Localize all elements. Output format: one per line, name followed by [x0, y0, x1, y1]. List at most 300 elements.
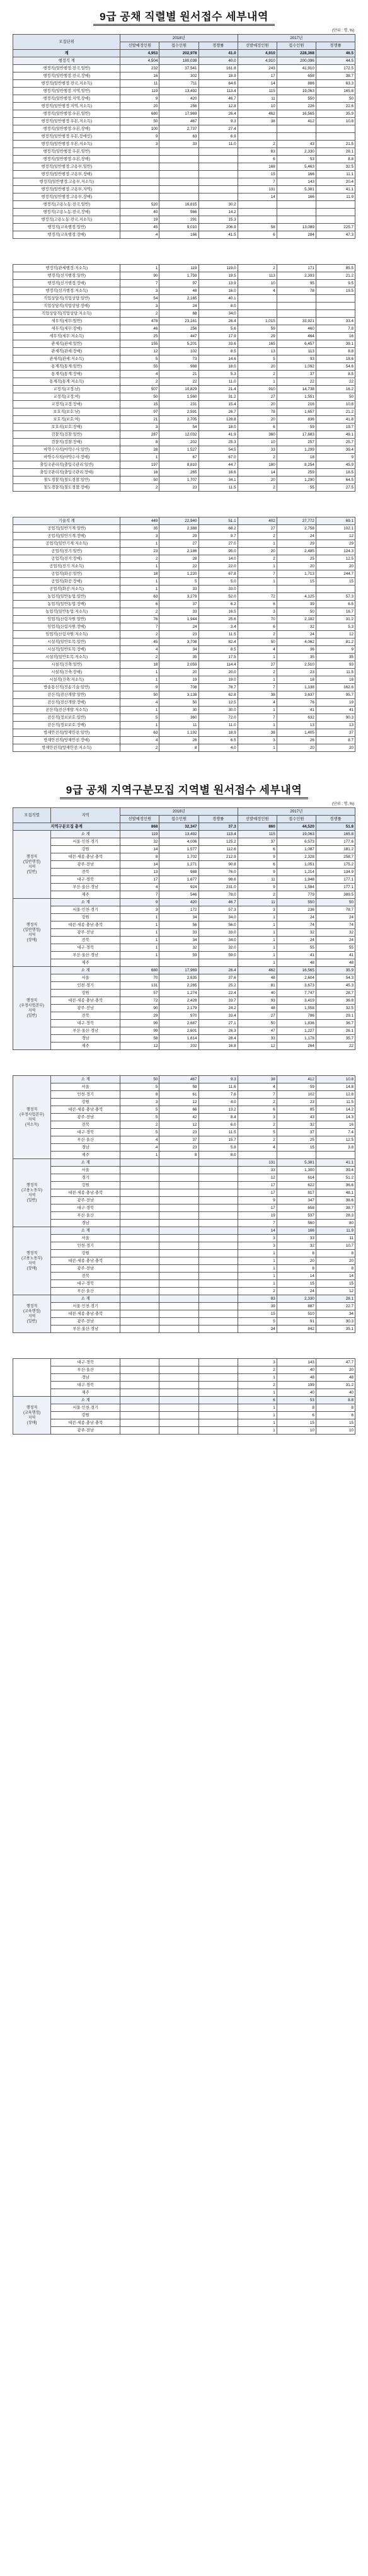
table-cell: 166 [277, 1227, 316, 1235]
table-cell: 대전·세종·충남·충북 [51, 1106, 120, 1114]
table-cell: 22.7 [316, 1303, 355, 1310]
table-cell: 2,330 [277, 1295, 316, 1303]
table-cell: 360 [238, 431, 277, 439]
table-cell: 철도경찰직(철도경찰:장애) [13, 484, 120, 492]
table-cell: 14 [238, 80, 277, 88]
table-cell [120, 1374, 159, 1382]
table-cell: 124.3 [316, 548, 355, 555]
table-cell: 257 [277, 439, 316, 446]
table-cell [159, 178, 198, 186]
table-cell: 197 [120, 461, 159, 469]
table-cell: 216 [277, 401, 316, 408]
table-cell: 8.5 [198, 646, 238, 654]
table-row [13, 525, 355, 533]
table-cell: 9.7 [198, 533, 238, 540]
table-cell: 9 [120, 133, 159, 141]
table-cell: 제주 [51, 959, 120, 967]
table-cell: 50 [316, 899, 355, 906]
table-cell: 27 [238, 393, 277, 401]
table-cell [159, 1310, 198, 1318]
table-cell: 2 [238, 891, 277, 899]
table-cell: 1,948 [277, 876, 316, 884]
table-cell: 33.7 [198, 997, 238, 1005]
table-cell [159, 1204, 198, 1212]
table-cell: 59 [277, 1083, 316, 1091]
table-row [13, 1136, 355, 1144]
table-cell: 12 [316, 533, 355, 540]
table-cell: 34 [159, 914, 198, 921]
table-cell: 4,910 [238, 57, 277, 65]
table-row [13, 1220, 355, 1227]
table-cell: 1 [238, 1280, 277, 1288]
col-header-2017: 2017년 [238, 35, 355, 42]
table-cell: 5,201 [159, 340, 198, 348]
table-cell: 12.8 [198, 103, 238, 110]
table-cell: 14 [316, 1273, 355, 1280]
table-cell: 9 [316, 646, 355, 654]
table-cell: 제주 [51, 1152, 120, 1159]
table-cell: 8.0 [198, 1152, 238, 1159]
sub-header: 경쟁률 [198, 816, 238, 823]
table-cell: 1 [120, 921, 159, 929]
table-cell: 8 [277, 1404, 316, 1412]
table-cell: 11.9 [316, 1227, 355, 1235]
table-cell: 10.7 [316, 1242, 355, 1250]
table-cell: 서울 [51, 1083, 120, 1091]
table-cell [316, 295, 355, 303]
table-cell: 2,165 [159, 295, 198, 303]
table-cell: 199 [277, 1382, 316, 1389]
table-cell: 행정직(일반행정:고용부,저소득) [13, 178, 120, 186]
table-cell: 세무직(세무:저소득) [13, 333, 120, 340]
sub-header: 접수인원 [159, 816, 198, 823]
table-cell: 3 [238, 608, 277, 616]
table-row [13, 952, 355, 959]
table-cell: 4,910 [238, 50, 277, 57]
table-cell: 21.4 [198, 386, 238, 393]
table-cell [159, 1412, 198, 1419]
table-cell: 27.0 [198, 540, 238, 548]
table-cell: 25.6 [198, 616, 238, 623]
table-cell: 시설직(일반토목:저소득) [13, 654, 120, 661]
table-cell: 1 [120, 454, 159, 461]
table-cell: 70 [238, 616, 277, 623]
table-cell: 보호직(보호:여) [13, 416, 120, 424]
table-cell [198, 193, 238, 201]
table-cell: 172.5 [316, 65, 355, 72]
table-cell: 51.1 [198, 517, 238, 525]
table-cell: 113.4 [198, 831, 238, 838]
table-row [13, 1182, 355, 1189]
table-cell: 2 [120, 1121, 159, 1129]
table-cell: 32.0 [198, 944, 238, 952]
table-row [13, 1129, 355, 1136]
table-cell: 19 [159, 676, 198, 684]
table-cell: 7,747 [277, 990, 316, 997]
table-cell: 119.0 [198, 265, 238, 272]
table-cell: 교정직(교정:여) [13, 393, 120, 401]
table-cell: 행정직(일반행정:전국,장애) [13, 72, 120, 80]
sub-header: 선발예정인원 [238, 816, 277, 823]
table-cell: 836 [277, 416, 316, 424]
table-row [13, 1227, 355, 1235]
table-cell: 대전·세종·충남·충북 [51, 921, 120, 929]
table-cell: 50 [316, 393, 355, 401]
table-cell: 8 [120, 1091, 159, 1099]
table-row [13, 224, 355, 231]
table-row [13, 216, 355, 224]
table-cell: 6 [238, 601, 277, 608]
table-cell [159, 1159, 198, 1167]
table-row [13, 133, 355, 141]
table-cell: 제주 [51, 891, 120, 899]
table-cell: 30.0 [198, 707, 238, 714]
table-cell: 81 [238, 982, 277, 990]
table-cell: 4,006 [159, 838, 198, 846]
table-cell: 5 [159, 578, 198, 586]
table-cell: 51.8 [316, 823, 355, 831]
table-cell: 16 [316, 333, 355, 340]
table-cell: 행정직(일반행정:우본,장애) [13, 156, 120, 163]
table-row [13, 371, 355, 378]
sub-header: 경쟁률 [316, 816, 355, 823]
table-cell: 행정직 (고용노동부) 지역 (일반) [13, 1159, 51, 1227]
table-row [13, 95, 355, 103]
table-cell: 4,953 [120, 50, 159, 57]
table-cell: 부산·울산 [51, 1136, 120, 1144]
table-cell: 28.1 [316, 148, 355, 156]
table-cell: 6 [238, 623, 277, 631]
table-cell: 8 [120, 853, 159, 861]
table-cell: 13 [277, 722, 316, 729]
table-row [13, 1144, 355, 1152]
table-cell: 시설직(건축:장애) [13, 669, 120, 676]
table-row [13, 401, 355, 408]
table-row [13, 563, 355, 570]
table-cell: 1 [238, 1427, 277, 1435]
table-row [13, 623, 355, 631]
table-cell: 90 [120, 272, 159, 280]
table-cell [120, 1265, 159, 1273]
table-cell: 10.8 [316, 401, 355, 408]
table-cell: 51.2 [316, 1174, 355, 1182]
table-cell: 22 [277, 378, 316, 386]
table-cell: 12.8 [316, 1091, 355, 1099]
table-cell: 83 [238, 148, 277, 156]
table-cell: 8,810 [159, 461, 198, 469]
table-cell: 78 [277, 287, 316, 295]
table-cell: 20.0 [198, 669, 238, 676]
table-cell [198, 1382, 238, 1389]
table-cell: 11.5 [198, 484, 238, 492]
table-row [13, 1174, 355, 1182]
table-cell: 26.4 [198, 110, 238, 118]
table-row [13, 1265, 355, 1273]
table-row [13, 1076, 355, 1083]
table-cell: 1 [238, 1419, 277, 1427]
table-cell: 전북 [51, 937, 120, 944]
table-cell: 202 [159, 439, 198, 446]
table-cell: 39.4 [316, 1167, 355, 1174]
table-row [13, 1114, 355, 1121]
table-row [13, 691, 355, 699]
table-row [13, 1303, 355, 1310]
table-cell: 29 [159, 533, 198, 540]
table-cell: 99 [120, 1020, 159, 1027]
table-cell: 17 [238, 1182, 277, 1189]
table-cell: 15 [277, 1144, 316, 1152]
table-cell: 41 [277, 952, 316, 959]
table-cell: 4 [120, 699, 159, 707]
table-cell: 112.6 [198, 846, 238, 853]
table-cell: 54 [120, 295, 159, 303]
table-cell: 143 [277, 1359, 316, 1366]
table-cell: 15.3 [198, 216, 238, 224]
table-cell: 39 [238, 1303, 277, 1310]
table-cell: 1,227 [277, 1027, 316, 1035]
table-cell: 32 [277, 623, 316, 631]
table-cell: 20 [277, 744, 316, 752]
table-cell: 5 [120, 1114, 159, 1121]
table-cell: 66 [159, 1106, 198, 1114]
table-cell: 검찰직(검찰:장애) [13, 439, 120, 446]
table-row [13, 861, 355, 869]
table-cell: 560 [277, 1220, 316, 1227]
table-cell: 38 [238, 118, 277, 125]
table-cell: 2 [238, 141, 277, 148]
table-cell: 11 [316, 1235, 355, 1242]
table-cell: 40 [277, 1366, 316, 1374]
table-cell: 102 [159, 348, 198, 355]
table-cell: 1 [238, 952, 277, 959]
table-cell: 33 [159, 141, 198, 148]
table-cell: 113.4 [198, 88, 238, 95]
table-cell [159, 1359, 198, 1366]
table-cell: 41.1 [316, 1159, 355, 1167]
table-cell [316, 586, 355, 593]
col-header-series: 모집직렬 [13, 808, 51, 823]
table-row [13, 1189, 355, 1197]
table-cell: 7 [238, 570, 277, 578]
table-cell: 22.4 [198, 990, 238, 997]
table-cell: 172 [159, 906, 198, 914]
table-cell: 1 [120, 265, 159, 272]
table-cell: 2,758 [277, 525, 316, 533]
table-row [13, 57, 355, 65]
table-cell: 6 [238, 861, 277, 869]
table-by-series-part3 [13, 517, 355, 752]
table-cell: 41 [316, 952, 355, 959]
table-cell: 직업상담직(직업상담:일반) [13, 295, 120, 303]
table-cell: 23 [159, 1129, 198, 1136]
table-cell [120, 1212, 159, 1220]
table-cell: 14.2 [198, 209, 238, 216]
table-row [13, 431, 355, 439]
table-cell [159, 1366, 198, 1374]
table-cell: 13,089 [277, 224, 316, 231]
table-cell: 32 [277, 929, 316, 937]
table-cell: 98.6 [198, 876, 238, 884]
table-cell: 45.3 [316, 982, 355, 990]
table-cell: 1 [238, 1374, 277, 1382]
table-cell [120, 1197, 159, 1204]
table-cell [120, 1318, 159, 1326]
table-cell: 58 [159, 1083, 198, 1091]
table-row [13, 88, 355, 95]
table-cell: 1,584 [277, 884, 316, 891]
table-cell: 1 [238, 1257, 277, 1265]
table-row [13, 1043, 355, 1050]
table-cell: 8 [159, 1152, 198, 1159]
table-row [13, 1212, 355, 1220]
table-cell [120, 163, 159, 171]
table-cell: 23 [159, 1144, 198, 1152]
table-cell: 1 [120, 669, 159, 676]
table-cell: 91 [277, 1318, 316, 1326]
table-cell: 52.0 [198, 593, 238, 601]
table-cell: 9,010 [159, 224, 198, 231]
table-cell: 8 [159, 744, 198, 752]
table-cell: 10.8 [316, 1076, 355, 1083]
table-row [13, 461, 355, 469]
table-by-region-part3 [13, 1358, 355, 1435]
table-cell [198, 1288, 238, 1295]
table-cell: 1 [238, 929, 277, 937]
table-cell: 15 [238, 171, 277, 178]
table-cell: 1 [238, 563, 277, 570]
table-cell: 27,772 [277, 517, 316, 525]
table-cell: 868 [120, 823, 159, 831]
table-cell: 행정직(고용노동:전국,일반) [13, 201, 120, 209]
table-cell: 56.0 [198, 921, 238, 929]
table-cell: 46 [120, 325, 159, 333]
table-cell: 1,944 [159, 616, 198, 623]
table-cell: 6 [277, 1412, 316, 1419]
table-cell: 17.9 [198, 333, 238, 340]
table-cell [238, 295, 277, 303]
table-cell: 37.6 [198, 974, 238, 982]
table-cell: 16,815 [159, 201, 198, 209]
table-cell: 대전·세종·충남·충북 [51, 1189, 120, 1197]
table-cell: 1,192 [159, 729, 198, 737]
table-cell: 16 [120, 469, 159, 477]
table-cell [238, 586, 277, 593]
table-cell: 225.7 [316, 224, 355, 231]
table-cell: 1 [120, 952, 159, 959]
table-cell: 59 [238, 325, 277, 333]
table-cell: 통계직(통계:일반) [13, 363, 120, 371]
table-cell: 19,063 [277, 831, 316, 838]
table-cell [120, 1159, 159, 1167]
table-cell: 1,836 [277, 1020, 316, 1027]
table-cell: 40 [277, 1389, 316, 1397]
table-cell: 550 [277, 95, 316, 103]
table-row [13, 50, 355, 57]
table-row [13, 570, 355, 578]
table-row [13, 1295, 355, 1303]
table-cell: 243 [238, 65, 277, 72]
table-cell: 2 [238, 1288, 277, 1295]
table-cell: 3 [120, 303, 159, 310]
table-cell: 18.5 [316, 469, 355, 477]
table-cell: 9 [316, 454, 355, 461]
table-cell: 6,457 [277, 340, 316, 348]
table-row [13, 65, 355, 72]
table-cell: 14,738 [277, 386, 316, 393]
table-cell: 59.0 [198, 952, 238, 959]
table-row [13, 287, 355, 295]
table-cell: 33 [238, 1167, 277, 1174]
table-cell: 35 [159, 654, 198, 661]
table-cell [120, 1189, 159, 1197]
table-cell: 26 [159, 737, 198, 744]
table-cell: 대구·경북 [51, 1382, 120, 1389]
table-cell: 대구·경북 [51, 944, 120, 952]
table-cell: 행정직(관세행정:저소득) [13, 265, 120, 272]
table-cell: 36.7 [316, 1020, 355, 1027]
table-cell: 1,087 [277, 846, 316, 853]
table-row [13, 608, 355, 616]
table-cell: 67 [159, 454, 198, 461]
table-row [13, 446, 355, 454]
table-cell: 11 [238, 95, 277, 103]
table-cell: 6,573 [277, 838, 316, 846]
table-cell: 행정직(일반행정:지역,일반) [13, 88, 120, 95]
table-cell: 40.1 [198, 295, 238, 303]
table-cell: 23 [277, 1099, 316, 1106]
table-cell [277, 1152, 316, 1159]
table-cell: 680 [120, 967, 159, 974]
table-row [13, 1005, 355, 1012]
table-cell: 360 [159, 714, 198, 722]
table-cell: 20 [238, 363, 277, 371]
table-cell: 대구·경북 [51, 1204, 120, 1212]
table-cell: 16.7 [316, 608, 355, 616]
table-cell: 48 [238, 974, 277, 982]
sub-header: 경쟁률 [198, 42, 238, 50]
table-cell: 행정직(일반행정:고용부,지역) [13, 186, 120, 193]
table-cell [198, 163, 238, 171]
table-cell: 방송통신직(전송기술:일반) [13, 684, 120, 691]
table-cell: 12 [159, 1121, 198, 1129]
table-cell: 55 [277, 484, 316, 492]
table-cell [120, 186, 159, 193]
table-cell: 3 [120, 287, 159, 295]
table-cell [198, 1295, 238, 1303]
table-cell: 8 [277, 1250, 316, 1257]
table-cell [277, 209, 316, 216]
table-cell: 2 [238, 631, 277, 638]
table-cell: 18 [277, 454, 316, 461]
table-cell: 680 [120, 110, 159, 118]
table-cell [120, 1397, 159, 1404]
table-row [13, 1167, 355, 1174]
table-cell: 10 [316, 1427, 355, 1435]
table-cell: 53 [277, 156, 316, 163]
table-cell [316, 303, 355, 310]
table-cell: 1 [238, 1265, 277, 1273]
col-header-2018: 2018년 [120, 35, 238, 42]
table-cell: 72.0 [198, 714, 238, 722]
table-cell: 62.8 [198, 691, 238, 699]
table-cell: 11.0 [198, 722, 238, 729]
table-cell: 공업직(화공:일반) [13, 570, 120, 578]
table-cell [159, 1235, 198, 1242]
table-cell: 대구·경북 [51, 1020, 120, 1027]
table-cell: 13,492 [159, 88, 198, 95]
table-cell: 5.8 [198, 1144, 238, 1152]
table-cell: 부산·울산·경남 [51, 884, 120, 891]
